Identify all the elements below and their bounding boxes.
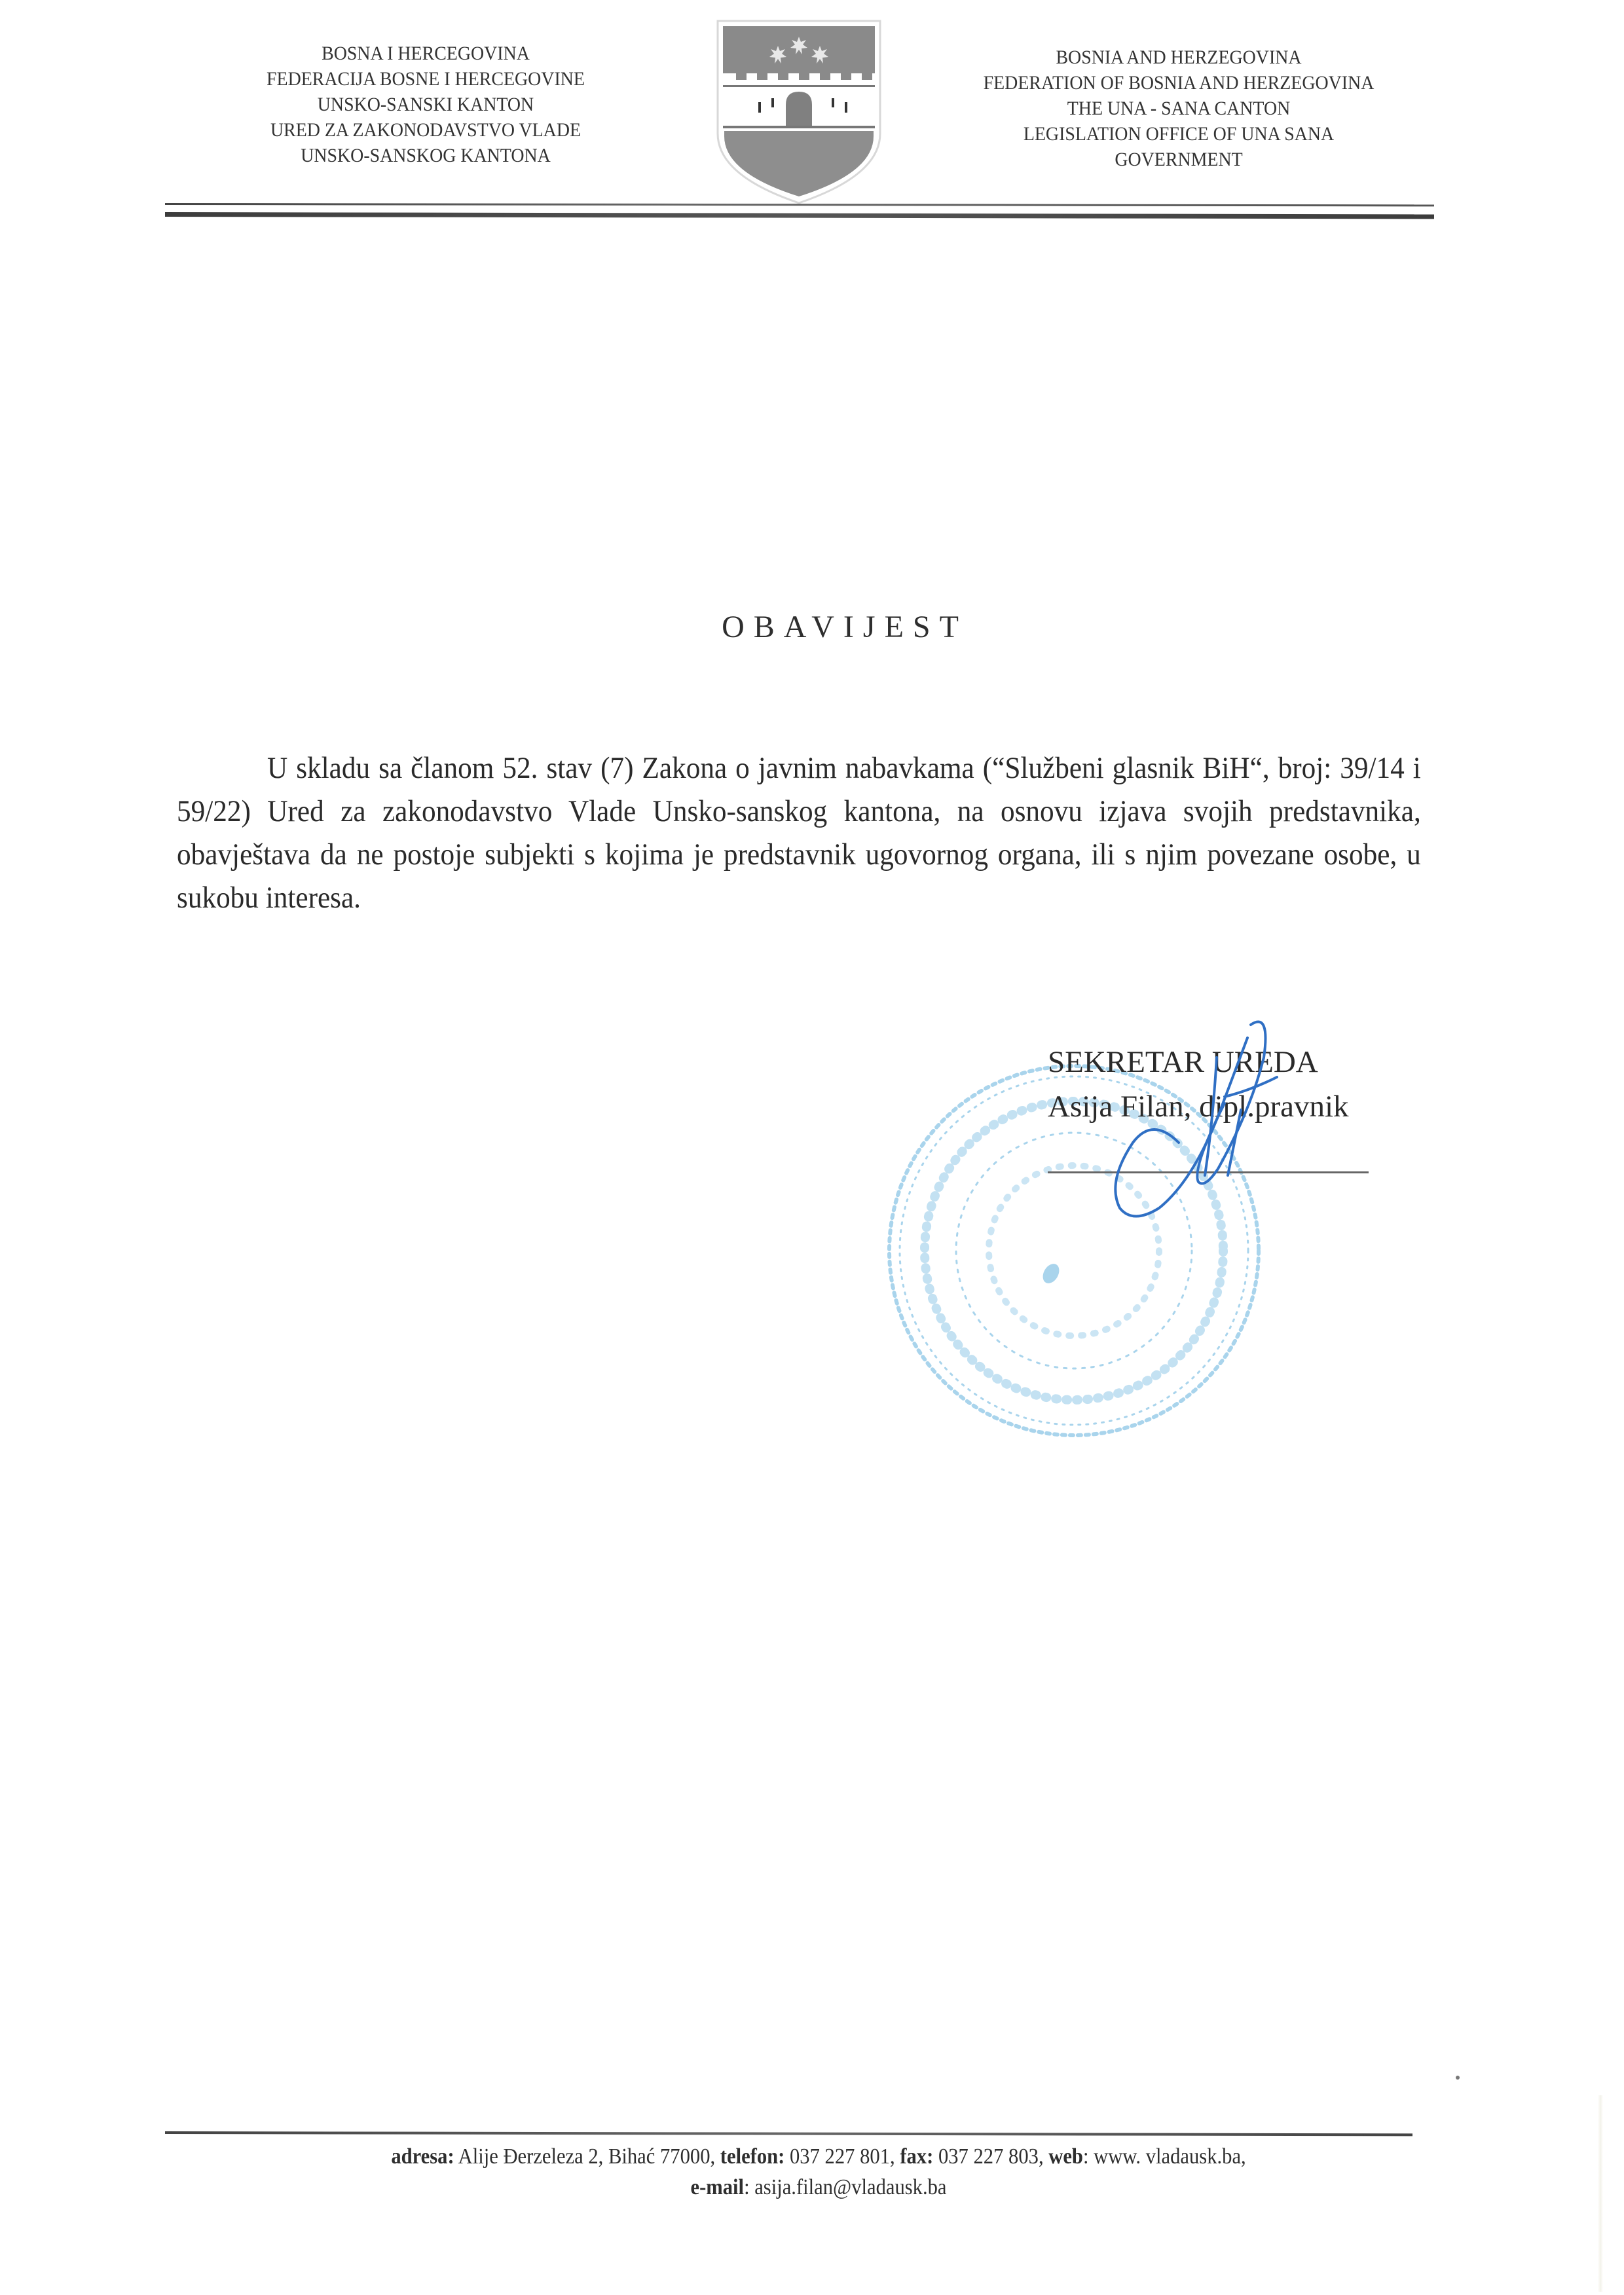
web-label: web — [1048, 2144, 1083, 2169]
letterhead-divider-thin — [165, 203, 1434, 206]
signatory-title: SEKRETAR UREDA — [1048, 1045, 1318, 1079]
coat-of-arms-icon — [714, 18, 884, 206]
letterhead-line: BOSNIA AND HERZEGOVINA — [1056, 46, 1302, 68]
letterhead-line: UNSKO-SANSKI KANTON — [317, 94, 534, 115]
scan-edge-shadow — [1598, 2095, 1603, 2292]
letterhead-line: FEDERATION OF BOSNIA AND HERZEGOVINA — [983, 72, 1375, 94]
signatory-name: Asija Filan, dipl.pravnik — [1048, 1090, 1349, 1124]
letterhead-line: GOVERNMENT — [1115, 149, 1243, 170]
letterhead-line: THE UNA - SANA CANTON — [1067, 98, 1291, 119]
letterhead-line: FEDERACIJA BOSNE I HERCEGOVINE — [267, 68, 585, 90]
fax-label: fax: — [900, 2144, 934, 2169]
document-body-paragraph: U skladu sa članom 52. stav (7) Zakona o javnim nabavkama (“Službeni glasnik BiH“, broj: 39/14 i 59/22) Ured za zakonodavstvo Vlade Unsko-sanskog kantona, na osnovu izjava svojih predstavnika, obavještava da ne postoje subjekti s kojima je predstavnik ugovornog organa, ili s njim povezane osobe, u sukobu interesa. — [177, 751, 1421, 915]
letterhead-left-bosnian — [213, 41, 639, 168]
scan-speck — [1456, 2076, 1460, 2080]
letterhead-right-english — [935, 45, 1422, 172]
footer-line-1 — [200, 2141, 1437, 2172]
footer-contact — [200, 2141, 1437, 2203]
footer-line-2 — [200, 2172, 1437, 2203]
letterhead-line: LEGISLATION OFFICE OF UNA SANA — [1023, 123, 1335, 145]
email-label: e-mail — [690, 2175, 745, 2199]
letterhead-line: URED ZA ZAKONODAVSTVO VLADE — [270, 119, 581, 141]
address-value: Alije Đerzeleza 2, Bihać 77000, — [454, 2144, 720, 2169]
email-link[interactable]: : asija.filan@vladausk.ba — [744, 2175, 947, 2199]
phone-label: telefon: — [720, 2144, 785, 2169]
letterhead-line: UNSKO-SANSKOG KANTONA — [301, 145, 551, 166]
letterhead-line: BOSNA I HERCEGOVINA — [322, 43, 530, 64]
handwritten-signature-icon — [1074, 1012, 1310, 1228]
phone-value: 037 227 801, — [784, 2144, 900, 2169]
document-title: OBAVIJEST — [722, 610, 968, 644]
letterhead-divider-thick — [165, 212, 1434, 219]
fax-value: 037 227 803, — [933, 2144, 1049, 2169]
address-label: adresa: — [391, 2144, 454, 2169]
web-link[interactable]: : www. vladausk.ba, — [1082, 2144, 1246, 2169]
footer-divider — [165, 2131, 1412, 2136]
